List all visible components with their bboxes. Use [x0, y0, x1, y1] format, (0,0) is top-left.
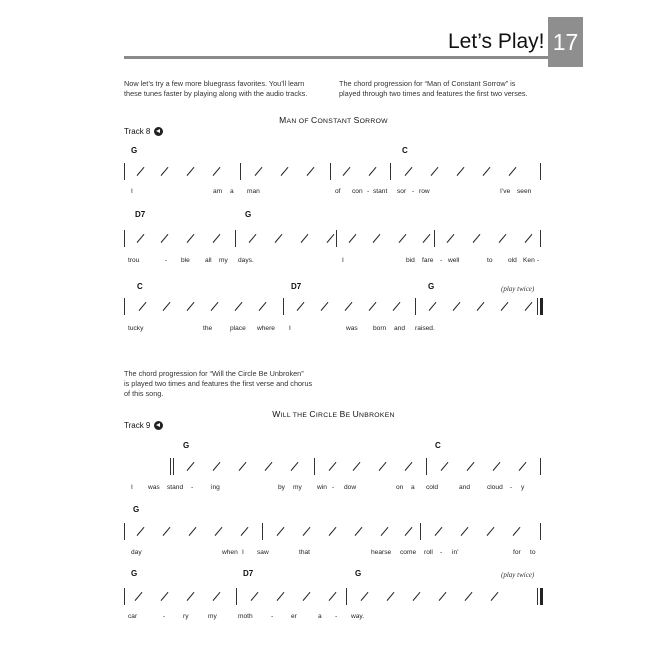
lyric-syllable: of: [335, 188, 341, 195]
lyric-syllable: win: [317, 484, 327, 491]
intro-right-paragraph: [339, 79, 528, 99]
bar-line: [540, 163, 541, 180]
lyric-syllable: Ken: [523, 257, 535, 264]
rhythm-slash: [303, 592, 311, 601]
bar-line: [240, 163, 241, 180]
final-bar-line: [540, 298, 543, 315]
rhythm-slash: [307, 167, 315, 176]
rhythm-slash: [405, 167, 413, 176]
rhythm-slash: [349, 234, 357, 243]
final-bar-line: [537, 588, 538, 605]
rhythm-slash: [163, 527, 171, 536]
lyric-syllable: days.: [238, 257, 254, 264]
intro-song2-line: is played two times and features the first verse and chorus: [124, 379, 313, 388]
bar-line: [236, 588, 237, 605]
rhythm-slash: [405, 527, 413, 536]
rhythm-slash: [187, 234, 195, 243]
lyric-syllable: for: [513, 549, 521, 556]
rhythm-slash: [235, 302, 243, 311]
rhythm-slash: [275, 234, 283, 243]
rhythm-slash: [499, 234, 507, 243]
rhythm-slash: [435, 527, 443, 536]
lyric-syllable: tucky: [128, 325, 144, 332]
chord-symbol: G: [133, 505, 140, 514]
chord-symbol: D7: [291, 282, 302, 291]
lyric-syllable: cloud: [487, 484, 503, 491]
lyric-syllable: ing: [211, 484, 220, 491]
bar-line: [124, 163, 125, 180]
rhythm-slash: [399, 234, 407, 243]
rhythm-slash: [501, 302, 509, 311]
bar-line: [262, 523, 263, 540]
rhythm-slash: [379, 462, 387, 471]
chord-symbol: G: [131, 569, 138, 578]
play-twice-note: (play twice): [501, 571, 535, 579]
rhythm-slash: [327, 234, 335, 243]
lyric-syllable: I’ve: [500, 188, 511, 195]
lyric-syllable: to: [487, 257, 493, 264]
bar-line: [540, 230, 541, 247]
rhythm-slash: [487, 527, 495, 536]
lyric-syllable: I: [131, 484, 133, 491]
lyric-syllable: raised.: [415, 325, 435, 332]
rhythm-slash: [461, 527, 469, 536]
rhythm-slash: [163, 302, 171, 311]
track-label: Track 8: [124, 127, 151, 136]
intro-song2-paragraph: [124, 369, 312, 399]
lyric-syllable: -: [440, 549, 443, 556]
lyric-syllable: saw: [257, 549, 269, 556]
rhythm-slash: [329, 527, 337, 536]
lyric-syllable: born: [373, 325, 387, 332]
intro-song2-line: of this song.: [124, 389, 164, 398]
lyric-syllable: that: [299, 549, 310, 556]
lyric-syllable: -: [165, 257, 168, 264]
rhythm-slash: [355, 527, 363, 536]
lyric-syllable: my: [293, 484, 302, 491]
chord-symbol: G: [428, 282, 435, 291]
rhythm-slash: [493, 462, 501, 471]
bar-line: [346, 588, 347, 605]
rhythm-slash: [431, 167, 439, 176]
repeat-start-bar-line: [170, 458, 171, 475]
lyric-syllable: I: [289, 325, 291, 332]
lyric-syllable: well: [448, 257, 460, 264]
rhythm-slash: [301, 234, 309, 243]
rhythm-slash: [329, 592, 337, 601]
rhythm-slash: [213, 234, 221, 243]
lyric-syllable: fare: [422, 257, 434, 264]
bar-line: [336, 230, 337, 247]
lyric-syllable: was: [148, 484, 160, 491]
track-label: Track 9: [124, 421, 151, 430]
header-rule: [124, 56, 548, 59]
rhythm-slash: [405, 462, 413, 471]
lyric-syllable: con: [352, 188, 363, 195]
lyric-syllable: come: [400, 549, 417, 556]
rhythm-slash: [239, 462, 247, 471]
rhythm-slash: [477, 302, 485, 311]
lyric-syllable: man: [247, 188, 260, 195]
chord-symbol: C: [402, 146, 408, 155]
bar-line: [124, 588, 125, 605]
lyric-syllable: a: [411, 484, 415, 491]
rhythm-slash: [187, 462, 195, 471]
bar-line: [330, 163, 331, 180]
rhythm-slash: [187, 167, 195, 176]
lyric-syllable: -: [412, 188, 415, 195]
rhythm-slash: [303, 527, 311, 536]
rhythm-slash: [369, 302, 377, 311]
rhythm-slash: [161, 167, 169, 176]
song-title-will-the-circle-be-unbroken: WILL THE CIRCLE BE UNBROKEN: [272, 409, 395, 419]
rhythm-slash: [249, 234, 257, 243]
bar-line: [415, 298, 416, 315]
rhythm-slash: [135, 592, 143, 601]
rhythm-slash: [277, 592, 285, 601]
bar-line: [390, 163, 391, 180]
lyric-syllable: where: [257, 325, 275, 332]
lyric-syllable: bid: [406, 257, 415, 264]
lyric-syllable: row: [419, 188, 430, 195]
chord-symbol: D7: [243, 569, 254, 578]
rhythm-slash: [281, 167, 289, 176]
lyric-syllable: I: [131, 188, 133, 195]
lyric-syllable: dow: [344, 484, 357, 491]
rhythm-slash: [215, 527, 223, 536]
bar-line: [314, 458, 315, 475]
page-number: 17: [548, 17, 583, 67]
lyric-syllable: in’: [452, 549, 459, 556]
rhythm-slash: [321, 302, 329, 311]
lyric-syllable: my: [219, 257, 228, 264]
lyric-syllable: a: [230, 188, 234, 195]
lyric-syllable: was: [346, 325, 358, 332]
rhythm-slash: [187, 302, 195, 311]
rhythm-slash: [369, 167, 377, 176]
rhythm-slash: [213, 462, 221, 471]
lyric-syllable: the: [203, 325, 213, 332]
audio-speaker-icon[interactable]: [154, 421, 163, 430]
chord-symbol: C: [435, 441, 441, 450]
rhythm-slash: [491, 592, 499, 601]
final-bar-line: [537, 298, 538, 315]
rhythm-slash: [343, 167, 351, 176]
lyric-syllable: a: [318, 613, 322, 620]
rhythm-slash: [291, 462, 299, 471]
track-9-label: [124, 421, 163, 430]
intro-right-line: The chord progression for “Man of Constant Sorrow” is: [339, 79, 516, 88]
lyric-syllable: -: [537, 257, 540, 264]
rhythm-slash: [441, 462, 449, 471]
lyric-syllable: -: [510, 484, 513, 491]
rhythm-slash: [519, 462, 527, 471]
rhythm-slash: [137, 527, 145, 536]
rhythm-slash: [467, 462, 475, 471]
rhythm-slash: [213, 592, 221, 601]
lyric-syllable: I: [242, 549, 244, 556]
lyric-syllable: y: [521, 484, 525, 491]
lyric-syllable: stant: [373, 188, 388, 195]
chord-symbol: G: [183, 441, 190, 450]
page-title: Let’s Play!: [448, 30, 545, 53]
lyric-syllable: car: [128, 613, 138, 620]
lyric-syllable: stand: [167, 484, 184, 491]
rhythm-slash: [423, 234, 431, 243]
lyric-syllable: ble: [181, 257, 190, 264]
lyric-syllable: seen: [517, 188, 532, 195]
rhythm-slash: [465, 592, 473, 601]
rhythm-slash: [353, 462, 361, 471]
rhythm-slash: [473, 234, 481, 243]
rhythm-slash: [513, 527, 521, 536]
lyric-syllable: way.: [351, 613, 365, 620]
lyric-syllable: -: [332, 484, 335, 491]
bar-line: [235, 230, 236, 247]
rhythm-slash: [509, 167, 517, 176]
rhythm-slash: [525, 302, 533, 311]
bar-line: [124, 298, 125, 315]
lyric-syllable: when: [222, 549, 238, 556]
rhythm-slash: [373, 234, 381, 243]
audio-speaker-icon[interactable]: [154, 127, 163, 136]
lyric-syllable: I: [342, 257, 344, 264]
rhythm-slash: [137, 167, 145, 176]
rhythm-slash: [429, 302, 437, 311]
chord-symbol: G: [355, 569, 362, 578]
rhythm-slash: [361, 592, 369, 601]
rhythm-slash: [213, 167, 221, 176]
rhythm-slash: [387, 592, 395, 601]
lyric-syllable: day: [131, 549, 142, 556]
rhythm-slash: [483, 167, 491, 176]
lyric-syllable: by: [278, 484, 285, 491]
lyric-syllable: hearse: [371, 549, 392, 556]
rhythm-slash: [413, 592, 421, 601]
lyric-syllable: am: [213, 188, 223, 195]
rhythm-slash: [211, 302, 219, 311]
rhythm-slash: [345, 302, 353, 311]
lyric-syllable: -: [163, 613, 166, 620]
lyric-syllable: -: [440, 257, 443, 264]
intro-left-line: Now let’s try a few more bluegrass favorites. You’ll learn: [124, 79, 305, 88]
rhythm-slash: [525, 234, 533, 243]
bar-line: [283, 298, 284, 315]
rhythm-slash: [255, 167, 263, 176]
song-title-man-of-constant-sorrow: MAN OF CONSTANT SORROW: [279, 115, 388, 125]
bar-line: [124, 230, 125, 247]
lyric-syllable: to: [530, 549, 536, 556]
lyric-syllable: all: [205, 257, 212, 264]
lyric-syllable: -: [271, 613, 274, 620]
lyric-syllable: roll: [424, 549, 433, 556]
lyric-syllable: er: [291, 613, 297, 620]
rhythm-slash: [259, 302, 267, 311]
rhythm-slash: [137, 234, 145, 243]
chord-symbol: D7: [135, 210, 146, 219]
lyric-syllable: -: [335, 613, 338, 620]
final-bar-line: [540, 588, 543, 605]
rhythm-slash: [453, 302, 461, 311]
chord-symbol: G: [245, 210, 252, 219]
lyric-syllable: and: [459, 484, 471, 491]
rhythm-slash: [161, 592, 169, 601]
rhythm-slash: [241, 527, 249, 536]
rhythm-slash: [381, 527, 389, 536]
rhythm-slash: [457, 167, 465, 176]
rhythm-slash: [297, 302, 305, 311]
rhythm-slash: [393, 302, 401, 311]
lyric-syllable: -: [191, 484, 194, 491]
chord-symbol: C: [137, 282, 143, 291]
bar-line: [540, 523, 541, 540]
intro-song2-line: The chord progression for “Will the Circle Be Unbroken”: [124, 369, 304, 378]
intro-left-line: these tunes faster by playing along with the audio tracks.: [124, 89, 308, 98]
rhythm-slash: [189, 527, 197, 536]
rhythm-slash: [187, 592, 195, 601]
lyric-syllable: trou: [128, 257, 140, 264]
lyric-syllable: on: [396, 484, 404, 491]
rhythm-slash: [161, 234, 169, 243]
lyric-syllable: ry: [183, 613, 189, 620]
lyric-syllable: place: [230, 325, 246, 332]
rhythm-slash: [277, 527, 285, 536]
rhythm-slash: [265, 462, 273, 471]
lyric-syllable: -: [367, 188, 370, 195]
chord-symbol: G: [131, 146, 138, 155]
lyric-syllable: sor: [397, 188, 407, 195]
lyric-syllable: moth: [238, 613, 253, 620]
bar-line: [540, 458, 541, 475]
lyric-syllable: cold: [426, 484, 439, 491]
rhythm-slash: [329, 462, 337, 471]
bar-line: [420, 523, 421, 540]
intro-right-line: played through two times and features the first two verses.: [339, 89, 528, 98]
repeat-start-bar-line: [173, 458, 174, 475]
rhythm-slash: [447, 234, 455, 243]
play-twice-note: (play twice): [501, 285, 535, 293]
bar-line: [426, 458, 427, 475]
bar-line: [124, 523, 125, 540]
rhythm-slash: [439, 592, 447, 601]
rhythm-slash: [139, 302, 147, 311]
lyric-syllable: and: [394, 325, 406, 332]
lyric-syllable: my: [208, 613, 217, 620]
intro-left-paragraph: [124, 79, 307, 99]
rhythm-slash: [251, 592, 259, 601]
track-8-label: [124, 127, 163, 136]
bar-line: [434, 230, 435, 247]
lyric-syllable: old: [508, 257, 517, 264]
